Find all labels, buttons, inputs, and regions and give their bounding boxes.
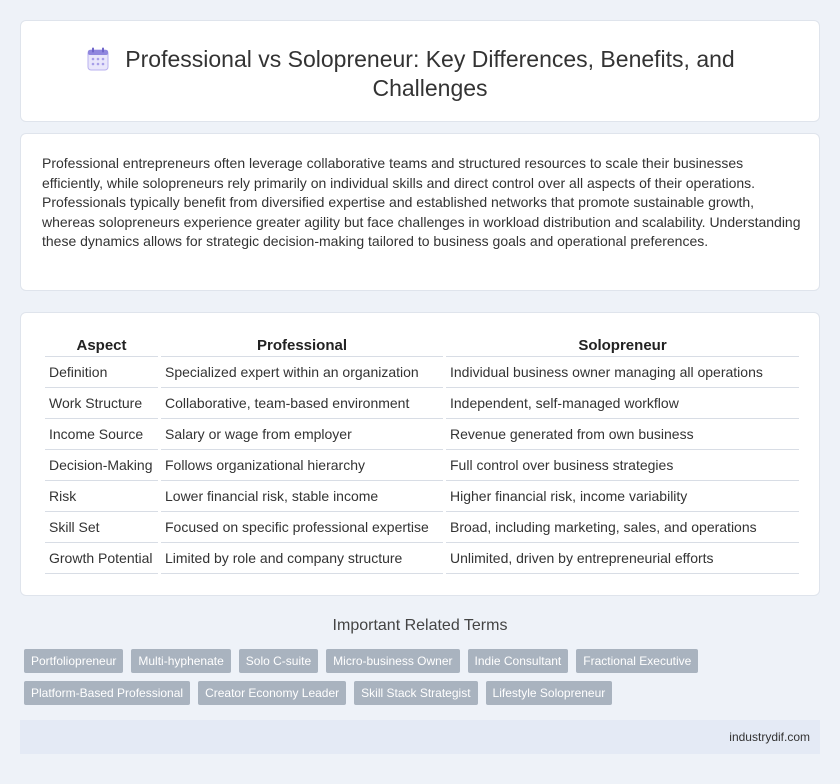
table-cell-professional: Follows organizational hierarchy (161, 450, 443, 481)
footer-bar (20, 720, 820, 754)
table-row (45, 419, 799, 450)
table-cell-aspect: Decision-Making (45, 450, 158, 481)
title-card (20, 20, 820, 122)
table-row (45, 357, 799, 388)
table-row (45, 543, 799, 574)
table-cell-aspect: Definition (45, 357, 158, 388)
table-cell-aspect: Risk (45, 481, 158, 512)
table-cell-solopreneur: Individual business owner managing all operations (446, 357, 799, 388)
table-cell-professional: Specialized expert within an organization (161, 357, 443, 388)
table-cell-solopreneur: Higher financial risk, income variability (446, 481, 799, 512)
related-term-tag[interactable]: Micro-business Owner (326, 649, 459, 673)
related-terms-heading: Important Related Terms (332, 617, 508, 634)
column-header-professional: Professional (161, 335, 443, 357)
table-cell-professional: Salary or wage from employer (161, 419, 443, 450)
comparison-table (42, 335, 802, 574)
intro-card (20, 133, 820, 291)
column-header-solopreneur: Solopreneur (446, 335, 799, 357)
table-cell-aspect: Skill Set (45, 512, 158, 543)
page-title: Professional vs Solopreneur: Key Differences, Benefits, and Challenges (125, 46, 735, 101)
table-cell-professional: Collaborative, team-based environment (161, 388, 443, 419)
footer-site-link[interactable]: industrydif.com (729, 730, 810, 744)
table-cell-solopreneur: Full control over business strategies (446, 450, 799, 481)
related-term-tag[interactable]: Solo C-suite (239, 649, 318, 673)
table-cell-professional: Focused on specific professional expertise (161, 512, 443, 543)
table-row (45, 450, 799, 481)
related-terms-list (24, 649, 724, 705)
related-term-tag[interactable]: Fractional Executive (576, 649, 698, 673)
intro-paragraph: Professional entrepreneurs often leverage collaborative teams and structured resources to scale their businesses efficiently, while solopreneurs rely primarily on individual skills and direct control over all aspects of their operations. Professionals typically benefit from diversified expertise and established networks that promote sustainable growth, whereas solopreneurs experience greater agility but face challenges in workload distribution and scalability. Understanding these dynamics allows for strategic decision-making tailored to business goals and operational preferences. (42, 155, 801, 250)
table-cell-aspect: Growth Potential (45, 543, 158, 574)
related-term-tag[interactable]: Creator Economy Leader (198, 681, 346, 705)
related-term-tag[interactable]: Lifestyle Solopreneur (486, 681, 613, 705)
table-cell-aspect: Income Source (45, 419, 158, 450)
related-term-tag[interactable]: Platform-Based Professional (24, 681, 190, 705)
table-header-row (45, 335, 799, 357)
related-term-tag[interactable]: Indie Consultant (468, 649, 569, 673)
related-term-tag[interactable]: Multi-hyphenate (131, 649, 230, 673)
table-cell-solopreneur: Independent, self-managed workflow (446, 388, 799, 419)
table-cell-solopreneur: Revenue generated from own business (446, 419, 799, 450)
table-cell-solopreneur: Broad, including marketing, sales, and operations (446, 512, 799, 543)
table-row (45, 481, 799, 512)
related-term-tag[interactable]: Portfoliopreneur (24, 649, 123, 673)
table-cell-aspect: Work Structure (45, 388, 158, 419)
column-header-aspect: Aspect (45, 335, 158, 357)
table-row (45, 512, 799, 543)
table-cell-professional: Lower financial risk, stable income (161, 481, 443, 512)
related-term-tag[interactable]: Skill Stack Strategist (354, 681, 477, 705)
table-row (45, 388, 799, 419)
table-cell-solopreneur: Unlimited, driven by entrepreneurial efforts (446, 543, 799, 574)
comparison-table-card (20, 312, 820, 596)
table-cell-professional: Limited by role and company structure (161, 543, 443, 574)
